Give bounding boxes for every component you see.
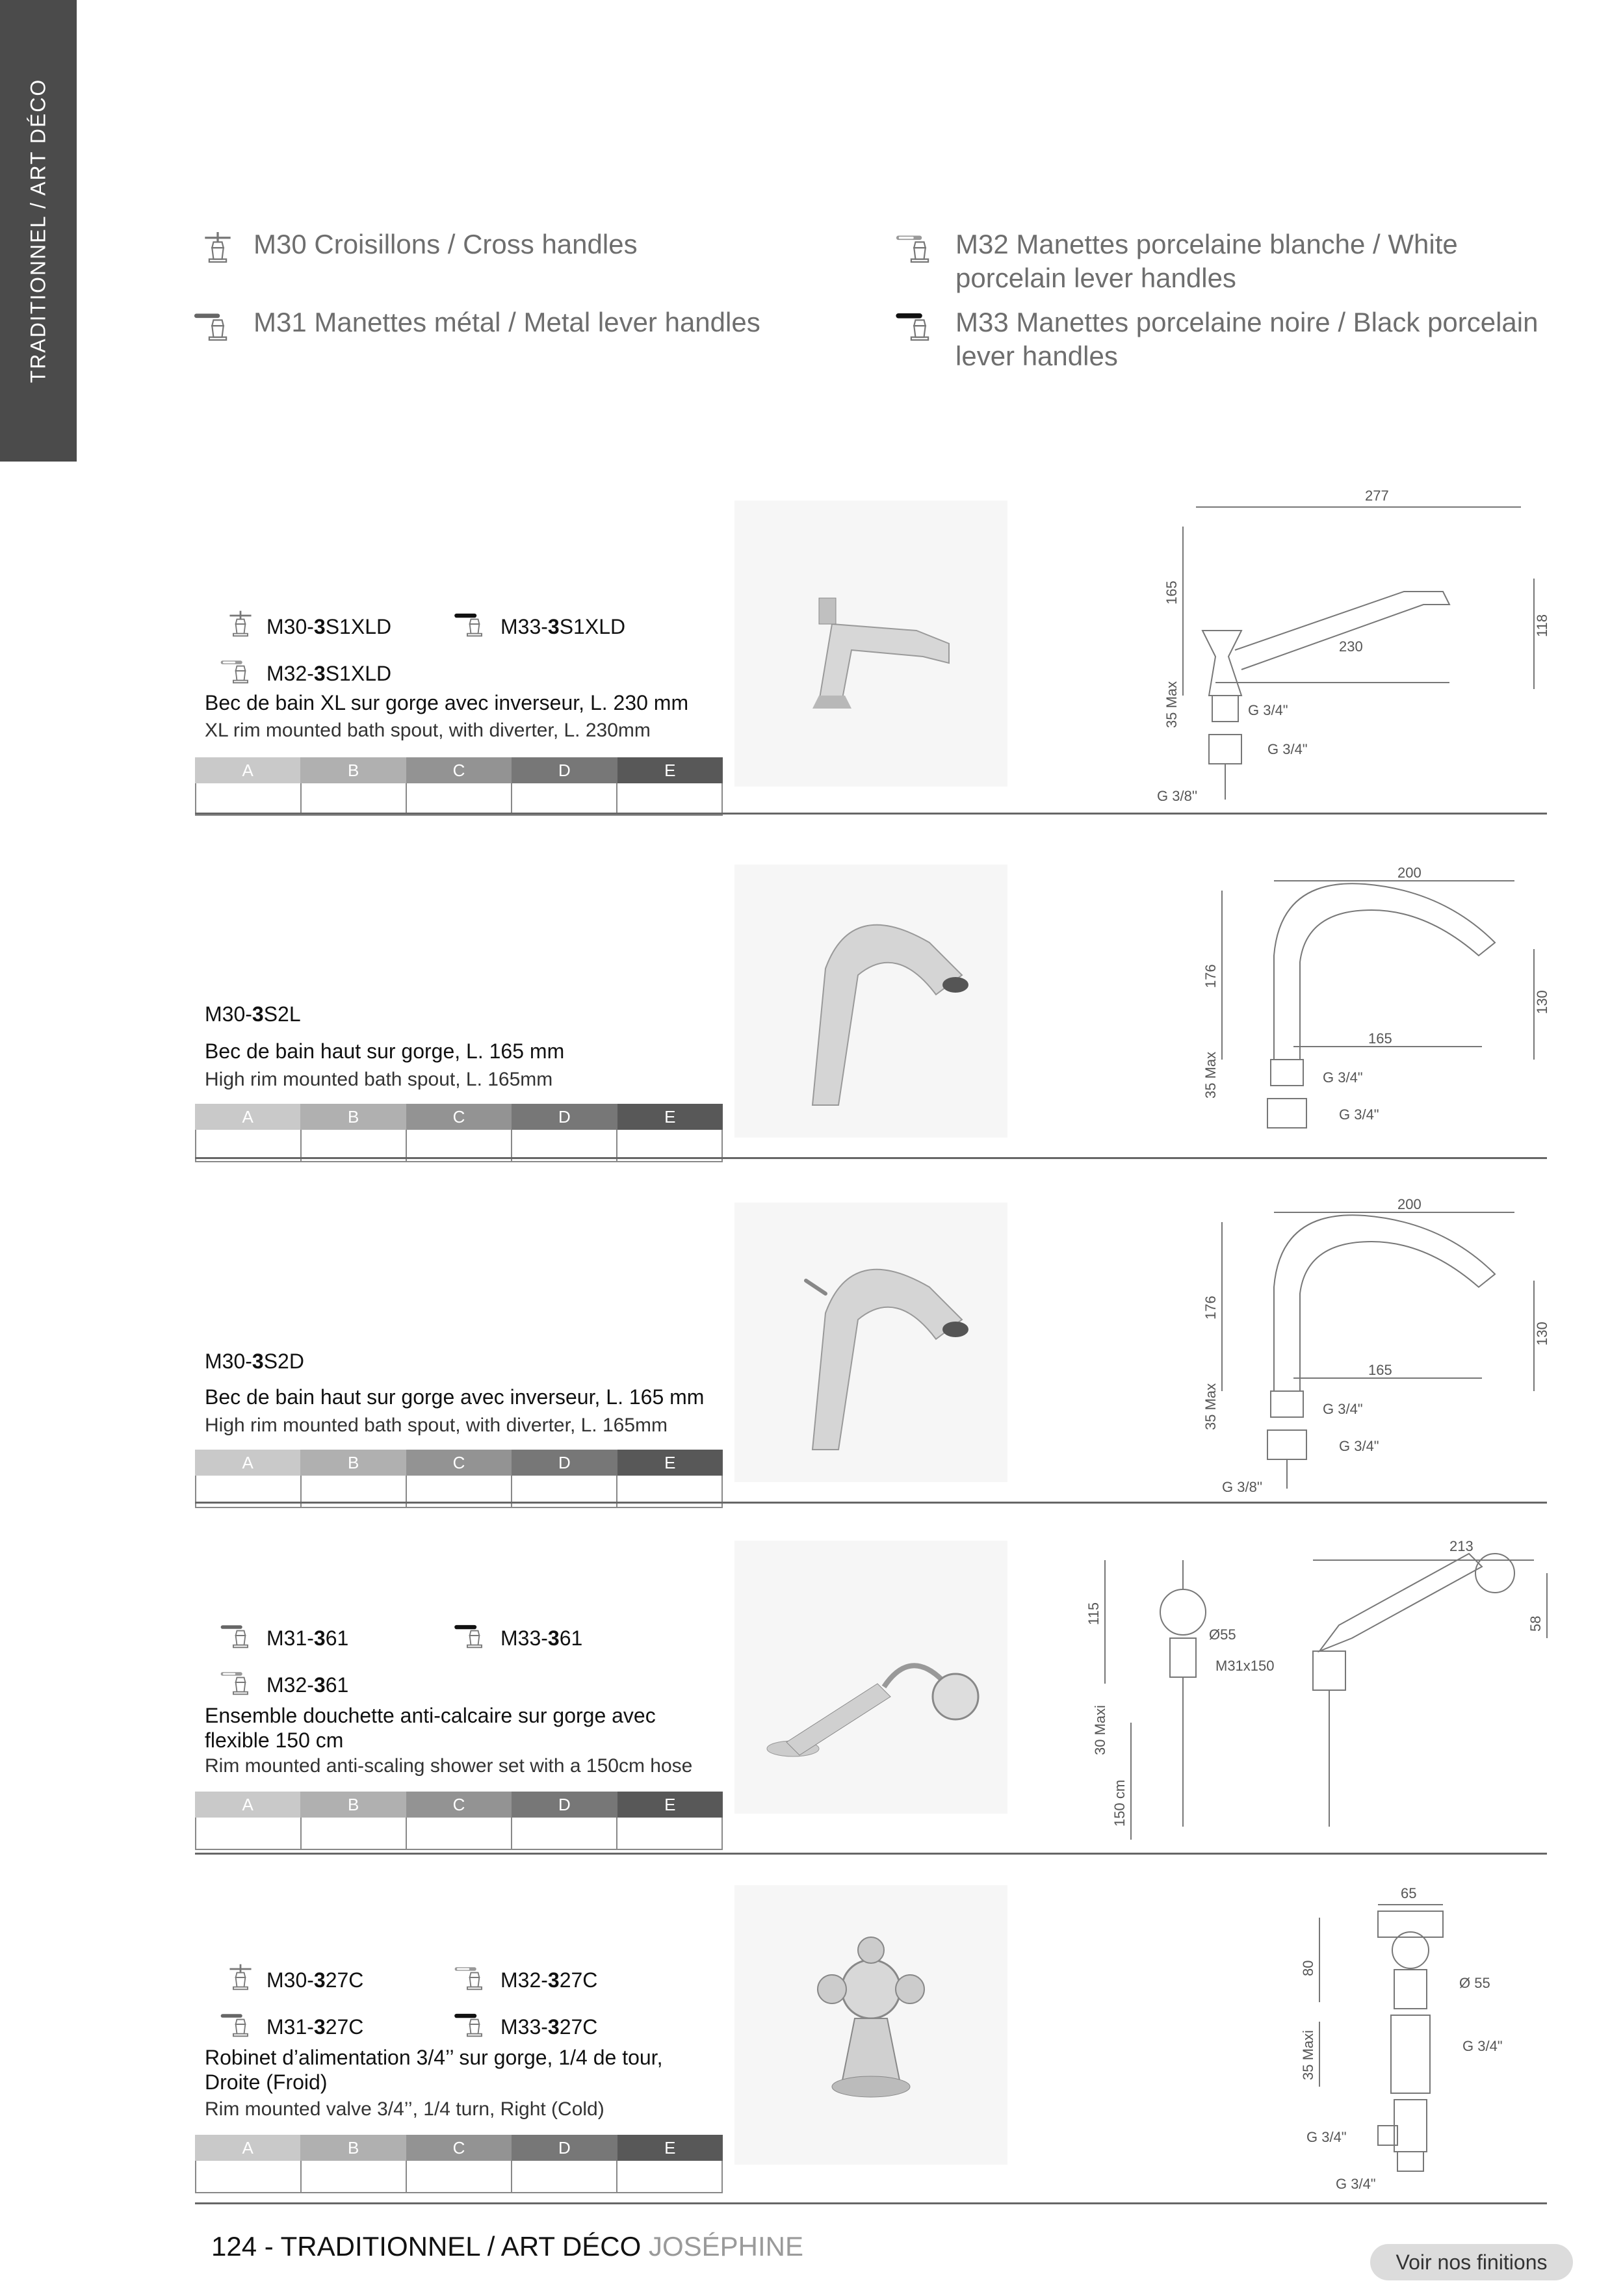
dim-label: G 3/4" [1248, 702, 1288, 718]
shower-set-icon [734, 1541, 1007, 1814]
white-porcelain-lever-handle-icon [454, 1962, 495, 1992]
high-bath-spout-diverter-icon [734, 1203, 1007, 1482]
description-fr: Bec de bain XL sur gorge avec inverseur, L. 230 mm [205, 691, 689, 714]
dim-label: 118 [1534, 614, 1550, 637]
dim-label: 230 [1339, 638, 1363, 655]
finish-cell [407, 1818, 512, 1849]
dim-label: G 3/8'' [1222, 1479, 1263, 1495]
variant-code: M32-361 [266, 1673, 348, 1697]
finish-header-e: E [617, 1450, 723, 1476]
row-divider [195, 813, 1547, 815]
dim-label: Ø55 [1209, 1626, 1236, 1643]
collection-name: JOSÉPHINE [648, 2231, 804, 2262]
technical-drawing [1202, 852, 1550, 1151]
dim-label: 213 [1449, 1538, 1474, 1554]
description-en: Rim mounted anti-scaling shower set with a 150cm hose [205, 1755, 693, 1777]
finish-table [195, 1104, 723, 1162]
cross-handle-icon [195, 228, 240, 267]
dim-label: 58 [1527, 1615, 1544, 1632]
legend-text: M33 Manettes porcelaine noire / Black porcelain lever handles [955, 307, 1539, 371]
finish-header-b: B [300, 2135, 406, 2161]
valve-icon [734, 1885, 1007, 2165]
finish-header-e: E [617, 1104, 723, 1130]
product-row [195, 1196, 1550, 1508]
product-row [195, 1879, 1547, 2210]
product-row [195, 1534, 1547, 1859]
dim-label: G 3/4" [1336, 2176, 1376, 2192]
row-divider [195, 1502, 1547, 1504]
finish-header-b: B [300, 1104, 406, 1130]
dim-label: 35 Maxi [1300, 2029, 1316, 2080]
dim-label: 130 [1534, 1322, 1550, 1346]
dim-label: G 3/4" [1306, 2129, 1347, 2145]
row-divider [195, 1853, 1547, 1855]
finish-cell [617, 1130, 723, 1161]
technical-drawing [1157, 488, 1550, 819]
product-photo [734, 1541, 1007, 1814]
dim-label: 30 Maxi [1092, 1704, 1108, 1755]
dim-label: 35 Max [1163, 681, 1180, 728]
finish-header-b: B [300, 1792, 406, 1818]
variant-code: M30-327C [266, 1968, 363, 1992]
white-porcelain-lever-handle-icon [220, 1667, 261, 1697]
variant-code: M30-3S2L [205, 1002, 301, 1026]
finish-header-c: C [406, 1104, 512, 1130]
variant-code: M30-3S2D [205, 1350, 304, 1373]
finish-header-d: D [512, 1450, 617, 1476]
variant-code: M30-3S1XLD [266, 615, 391, 639]
finish-table [195, 1450, 723, 1508]
finish-header-e: E [617, 1792, 723, 1818]
row-divider [195, 2202, 1547, 2204]
variant-code: M33-361 [500, 1626, 582, 1650]
finish-cell [196, 2161, 302, 2192]
dim-label: 65 [1401, 1885, 1417, 1901]
black-porcelain-lever-handle-icon [454, 1620, 495, 1650]
finish-header-e: E [617, 2135, 723, 2161]
legend-text: M31 Manettes métal / Metal lever handles [253, 307, 760, 337]
cross-handle-icon [220, 1962, 261, 1992]
finish-header-a: A [195, 1104, 300, 1130]
finish-cell [196, 783, 302, 815]
dim-label: 35 Max [1202, 1051, 1219, 1099]
dim-label: 277 [1365, 488, 1389, 504]
finish-header-d: D [512, 1792, 617, 1818]
variant-code: M32-327C [500, 1968, 597, 1992]
description-fr: Robinet d’alimentation 3/4’’ sur gorge, 1/4 de tour, Droite (Froid) [205, 2046, 663, 2094]
finish-cell [617, 783, 723, 815]
dim-label: 130 [1534, 990, 1550, 1014]
description-en: Rim mounted valve 3/4’’, 1/4 turn, Right (Cold) [205, 2098, 604, 2120]
black-porcelain-lever-handle-icon [897, 306, 942, 345]
dim-label: G 3/4" [1323, 1401, 1363, 1417]
dim-label: 80 [1300, 1960, 1316, 1976]
finish-header-a: A [195, 757, 300, 783]
finish-header-e: E [617, 757, 723, 783]
dim-label: 176 [1202, 1296, 1219, 1320]
white-porcelain-lever-handle-icon [220, 655, 261, 685]
technical-drawing [1079, 1534, 1547, 1859]
page-footer-title [211, 2231, 803, 2262]
metal-lever-handle-icon [220, 1620, 261, 1650]
finish-cell [302, 1130, 407, 1161]
finish-cell [407, 1130, 512, 1161]
row-divider [195, 1157, 1547, 1159]
product-photo [734, 501, 1007, 787]
side-tab [0, 0, 77, 462]
legend-text: M32 Manettes porcelaine blanche / White porcelain lever handles [955, 229, 1458, 293]
product-photo [734, 1203, 1007, 1482]
white-porcelain-lever-handle-icon [897, 228, 942, 267]
finish-cell [512, 1818, 617, 1849]
dim-label: G 3/4" [1267, 741, 1308, 757]
finish-table [195, 1792, 723, 1850]
view-finishes-button[interactable]: Voir nos finitions [1370, 2244, 1573, 2280]
dim-label: 165 [1368, 1030, 1392, 1047]
dim-label: G 3/4" [1339, 1106, 1379, 1123]
dim-label: 115 [1085, 1602, 1102, 1625]
metal-lever-handle-icon [195, 306, 240, 345]
dim-label: G 3/4" [1462, 2038, 1503, 2054]
finish-cell [617, 1818, 723, 1849]
product-photo [734, 865, 1007, 1138]
variant-code: M32-3S1XLD [266, 662, 391, 686]
dim-label: Ø 55 [1459, 1975, 1490, 1991]
variant-code: M33-327C [500, 2015, 597, 2039]
description-en: High rim mounted bath spout, L. 165mm [205, 1069, 553, 1090]
finish-cell [512, 783, 617, 815]
high-bath-spout-icon [734, 865, 1007, 1138]
dim-label: G 3/4" [1323, 1069, 1363, 1086]
finish-table [195, 757, 723, 816]
finish-cell [407, 783, 512, 815]
dim-label: G 3/4" [1339, 1438, 1379, 1454]
finish-cell [302, 2161, 407, 2192]
finish-cell [512, 2161, 617, 2192]
description-en: XL rim mounted bath spout, with diverter, L. 230mm [205, 720, 651, 741]
finish-table [195, 2135, 723, 2193]
bath-spout-xl-icon [734, 501, 1007, 787]
variant-code: M31-361 [266, 1626, 348, 1650]
finish-header-c: C [406, 757, 512, 783]
finish-header-c: C [406, 2135, 512, 2161]
finish-cell [617, 2161, 723, 2192]
description-fr: Ensemble douchette anti-calcaire sur gorge avec flexible 150 cm [205, 1704, 656, 1752]
variant-code: M33-3S1XLD [500, 615, 625, 639]
variant-code: M31-327C [266, 2015, 363, 2039]
dim-label: M31x150 [1215, 1658, 1275, 1674]
finish-cell [512, 1130, 617, 1161]
finish-header-d: D [512, 2135, 617, 2161]
finish-header-c: C [406, 1792, 512, 1818]
finish-header-c: C [406, 1450, 512, 1476]
cross-handle-icon [220, 608, 261, 638]
dim-label: 200 [1397, 865, 1422, 881]
dim-label: 165 [1368, 1362, 1392, 1378]
dim-label: 150 cm [1111, 1779, 1128, 1827]
finish-cell [302, 1818, 407, 1849]
finish-header-a: A [195, 2135, 300, 2161]
technical-drawing [1248, 1879, 1547, 2210]
finish-cell [407, 2161, 512, 2192]
description-en: High rim mounted bath spout, with diverter, L. 165mm [205, 1415, 668, 1436]
product-row [195, 488, 1550, 819]
finish-cell [196, 1130, 302, 1161]
finish-header-d: D [512, 757, 617, 783]
description-fr: Bec de bain haut sur gorge avec inverseur, L. 165 mm [205, 1385, 705, 1409]
black-porcelain-lever-handle-icon [454, 608, 495, 638]
finish-header-b: B [300, 757, 406, 783]
black-porcelain-lever-handle-icon [454, 2009, 495, 2039]
metal-lever-handle-icon [220, 2009, 261, 2039]
technical-drawing [1202, 1196, 1550, 1508]
side-tab-label: TRADITIONNEL / ART DÉCO [26, 78, 50, 384]
finish-cell [196, 1818, 302, 1849]
dim-label: 176 [1202, 964, 1219, 988]
legend-text: M30 Croisillons / Cross handles [253, 229, 638, 259]
dim-label: G 3/8'' [1157, 788, 1198, 804]
finish-cell [302, 783, 407, 815]
description-fr: Bec de bain haut sur gorge, L. 165 mm [205, 1039, 565, 1063]
product-photo [734, 1885, 1007, 2165]
finish-header-a: A [195, 1792, 300, 1818]
dim-label: 35 Max [1202, 1383, 1219, 1430]
finish-header-d: D [512, 1104, 617, 1130]
finish-header-a: A [195, 1450, 300, 1476]
dim-label: 200 [1397, 1196, 1422, 1212]
product-row [195, 852, 1550, 1164]
finish-header-b: B [300, 1450, 406, 1476]
dim-label: 165 [1163, 581, 1180, 605]
page-title: 124 - TRADITIONNEL / ART DÉCO [211, 2231, 642, 2262]
